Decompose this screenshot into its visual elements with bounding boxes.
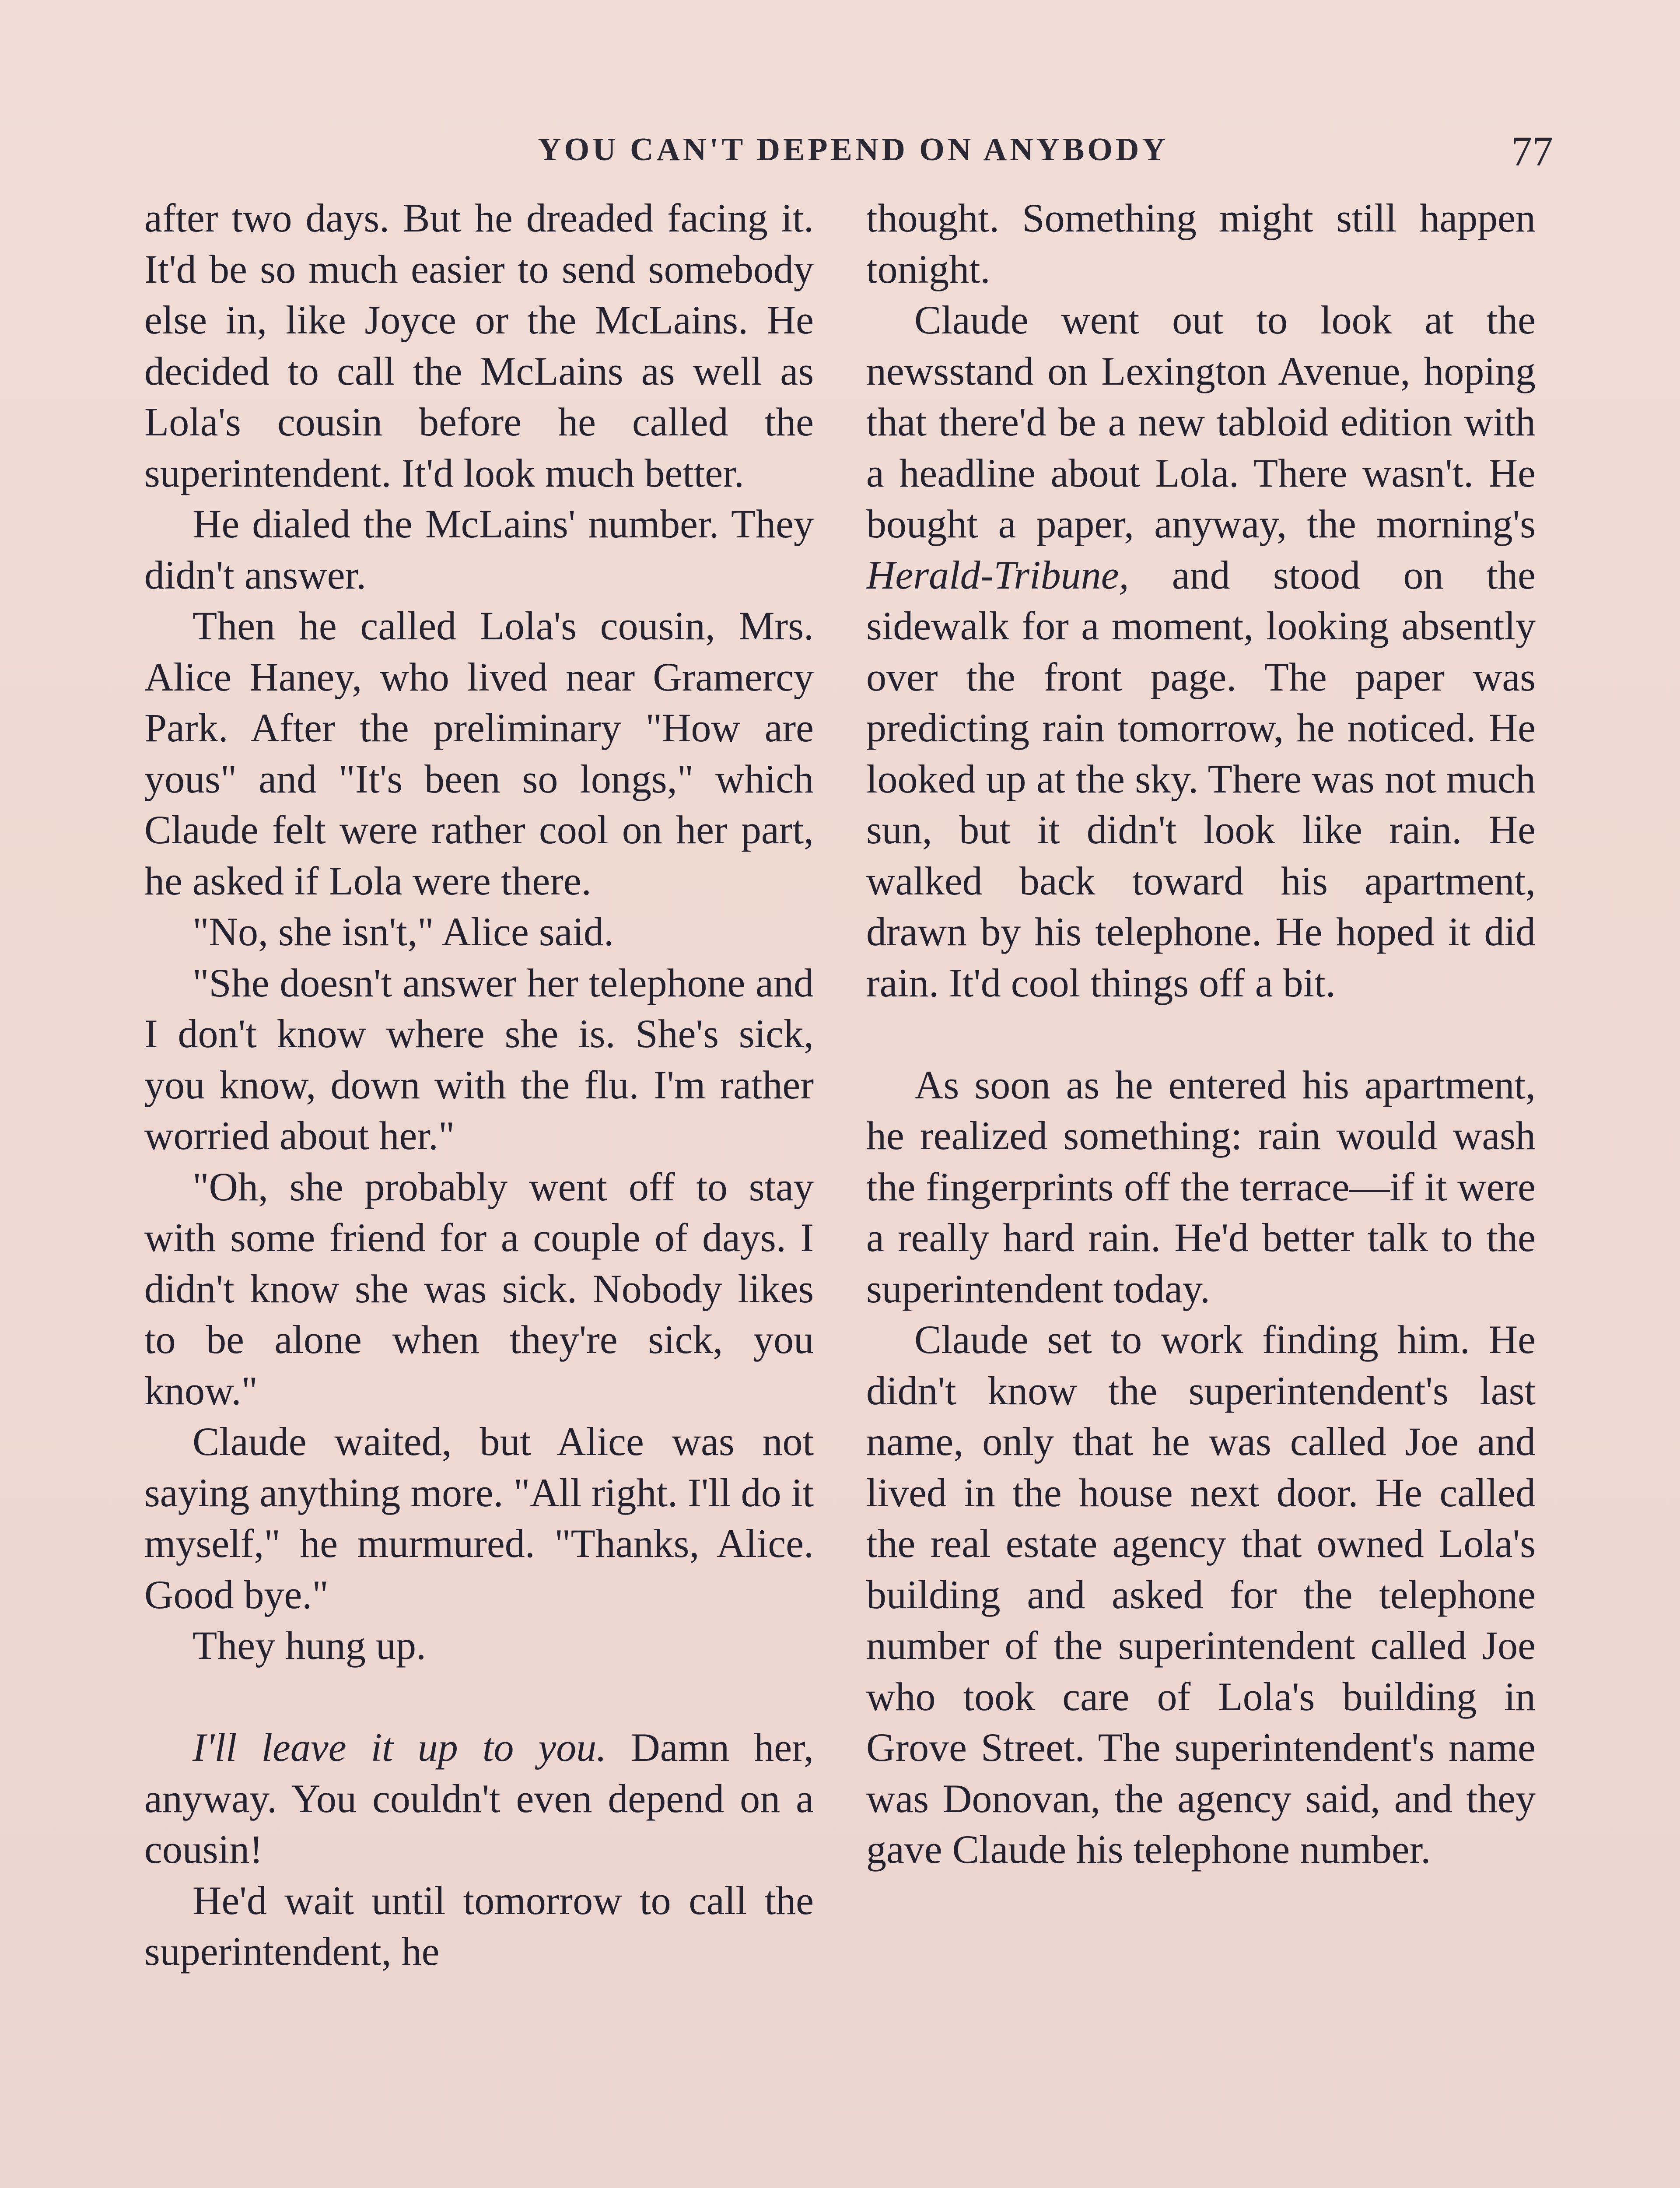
paragraph-text: Claude went out to look at the newsstand on Lexington Avenue, hoping that there'd be a new tabloid edition with a headline about Lola. There wasn't. He bought a paper, anyway, the morning's: [866, 298, 1536, 546]
paragraph: He'd wait until tomorrow to call the superintendent, he: [144, 1878, 814, 1974]
page-number: 77: [1511, 128, 1553, 175]
newspaper-title: Herald-Tribune,: [866, 552, 1129, 597]
paragraph-text: and stood on the sidewalk for a moment, looking absently over the front page. The paper was predicting rain tomorrow, he noticed. He looked up at the sky. There was not much sun, but it didn't look like rain. He walked back toward his apartment, drawn by his telephone. He hoped it did rain. It'd cool things off a bit.: [866, 552, 1536, 1005]
paragraph: Claude set to work finding him. He didn't know the superintendent's last name, only that he was called Joe and lived in the house next door. He called the real estate agency that owned Lola's building and asked for the telephone number of the superintendent called Joe who took care of Lola's building in Grove Street. The superintendent's name was Donovan, the agency said, and they gave Claude his telephone number.: [866, 1317, 1536, 1872]
paragraph: "Oh, she probably went off to stay with some friend for a couple of days. I didn't know she was sick. Nobody likes to be alone when they're sick, you know.": [144, 1164, 814, 1413]
paragraph: "No, she isn't," Alice said.: [192, 909, 614, 954]
paragraph: He dialed the McLains' number. They didn't answer.: [144, 501, 814, 597]
paragraph: after two days. But he dreaded facing it. It'd be so much easier to send somebody else in, like Joyce or the McLains. He decided to call the McLains as well as Lola's cousin before he called the superintendent. It'd look much better.: [144, 196, 814, 495]
paragraph: As soon as he entered his apartment, he realized something: rain would wash the fingerprints off the terrace—if it were a really hard rain. He'd better talk to the superintendent today.: [866, 1062, 1536, 1311]
paragraph: Claude waited, but Alice was not saying anything more. "All right. I'll do it myself," he murmured. "Thanks, Alice. Good bye.": [144, 1419, 814, 1617]
paragraph: "She doesn't answer her telephone and I don't know where she is. She's sick, you know, down with the flu. I'm rather worried about her.": [144, 960, 814, 1158]
paragraph: [866, 295, 1536, 1008]
paragraph: thought. Something might still happen tonight.: [866, 196, 1536, 291]
paragraph: [144, 1722, 814, 1875]
left-text-column: [144, 193, 814, 1977]
italic-thought: I'll leave it up to you.: [192, 1725, 607, 1770]
right-text-column: [866, 193, 1536, 1875]
paragraph-text: Damn her, anyway. You couldn't even depend on a cousin!: [144, 1725, 814, 1872]
paragraph: Then he called Lola's cousin, Mrs. Alice Haney, who lived near Gramercy Park. After the preliminary "How are yous" and "It's been so longs," which Claude felt were rather cool on her part, he asked if Lola were there.: [144, 603, 814, 903]
paragraph: They hung up.: [192, 1623, 427, 1668]
running-title: YOU CAN'T DEPEND ON ANYBODY: [538, 132, 1169, 168]
